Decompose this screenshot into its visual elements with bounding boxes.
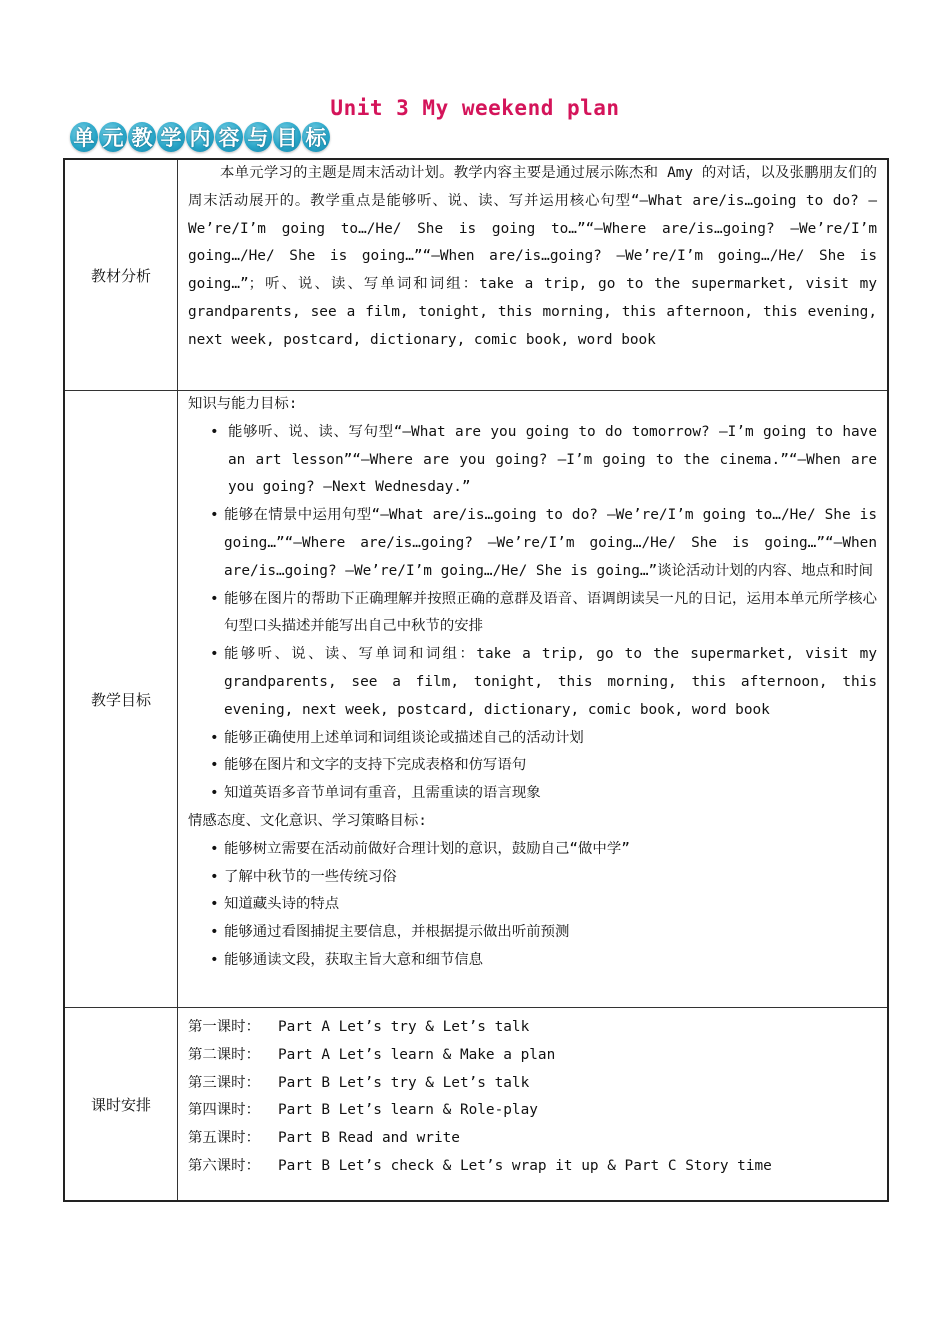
lesson-plan-table — [63, 158, 889, 1202]
goals-heading-knowledge: 知识与能力目标: — [188, 396, 298, 412]
goal-item: • 能够正确使用上述单词和词组谈论或描述自己的活动计划 — [188, 725, 877, 753]
goal-item: • 知道藏头诗的特点 — [188, 891, 877, 919]
banner-char: 标 — [302, 122, 330, 152]
banner-char: 容 — [215, 122, 243, 152]
section-banner — [70, 122, 330, 158]
goals-heading-affective: 情感态度、文化意识、学习策略目标: — [188, 812, 427, 829]
goal-item: • 能够通过看图捕捉主要信息，并根据提示做出听前预测 — [188, 919, 877, 947]
page-title: Unit 3 My weekend plan — [330, 96, 620, 120]
schedule-item: 第二课时： Part A Let’s learn & Make a plan — [188, 1046, 556, 1063]
goal-item: • 能够在图片的帮助下正确理解并按照正确的意群及语音、语调朗读吴一凡的日记，运用本单元所学核心句型口头描述并能写出自己中秋节的安排 — [188, 586, 877, 642]
banner-char: 元 — [99, 122, 127, 152]
goal-item: • 能够树立需要在活动前做好合理计划的意识，鼓励自己“做中学” — [188, 836, 877, 864]
schedule-item: 第五课时： Part B Read and write — [188, 1130, 460, 1147]
row-label-schedule: 课时安排 — [64, 1008, 178, 1202]
schedule-item: 第六课时： Part B Let’s check & Let’s wrap it up & Part C Story time — [188, 1157, 772, 1174]
row-schedule — [64, 1008, 888, 1202]
goal-item: • 知道英语多音节单词有重音，且需重读的语言现象 — [188, 780, 877, 808]
row-analysis — [64, 159, 888, 391]
goal-item: • 能够听、说、读、写单词和词组：take a trip, go to the supermarket, visit my grandparents, see a film, tonight, this morning, this afternoon, this evening, next week, postcard, dictionary, comic book, word book — [188, 641, 877, 724]
row-goals — [64, 391, 888, 1008]
banner-char: 单 — [70, 122, 98, 152]
schedule-item: 第三课时： Part B Let’s try & Let’s talk — [188, 1074, 530, 1091]
schedule-item: 第一课时： Part A Let’s try & Let’s talk — [188, 1019, 530, 1035]
banner-char: 学 — [157, 122, 185, 152]
goal-item: • 了解中秋节的一些传统习俗 — [188, 864, 877, 892]
banner-char: 教 — [128, 122, 156, 152]
banner-char: 目 — [273, 122, 301, 152]
row-label-analysis: 教材分析 — [64, 159, 178, 391]
analysis-text: 本单元学习的主题是周末活动计划。教学内容主要是通过展示陈杰和 Amy 的对话，以及张鹏朋友们的周末活动展开的。教学重点是能够听、说、读、写并运用核心句型“—What are/is…going to do? —We’re/I’m going to…/He/ She is going to…”“—Where are/is…going? —We’re/I’m going…/He/ She is going…”“—When are/is…going? —We’re/I’m going…/He/ She is going…”；听、说、读、写单词和词组：take a trip, go to the supermarket, visit my grandparents, see a film, tonight, this morning, this afternoon, this evening, next week, postcard, dictionary, comic book, word book — [188, 165, 877, 348]
banner-char: 内 — [186, 122, 214, 152]
goal-item: • 能够在图片和文字的支持下完成表格和仿写语句 — [188, 752, 877, 780]
banner-char: 与 — [244, 122, 272, 152]
row-label-goals: 教学目标 — [64, 391, 178, 1008]
schedule-item: 第四课时： Part B Let’s learn & Role-play — [188, 1102, 538, 1119]
goal-item: • 能够在情景中运用句型“—What are/is…going to do? —We’re/I’m going to…/He/ She is going…”“—Where are/is…going? —We’re/I’m going…/He/ She is going…”“—When are/is…going? —We’re/I’m going…/He/ She is going…”谈论活动计划的内容、地点和时间 — [188, 502, 877, 585]
goal-item: • 能够通读文段，获取主旨大意和细节信息 — [188, 947, 877, 975]
goal-item: • 能够听、说、读、写句型“—What are you going to do tomorrow? —I’m going to have an art lesson”“—Where are you going? —I’m going to the cinema.”“—When are you going? —Next Wednesday.” — [188, 419, 877, 502]
